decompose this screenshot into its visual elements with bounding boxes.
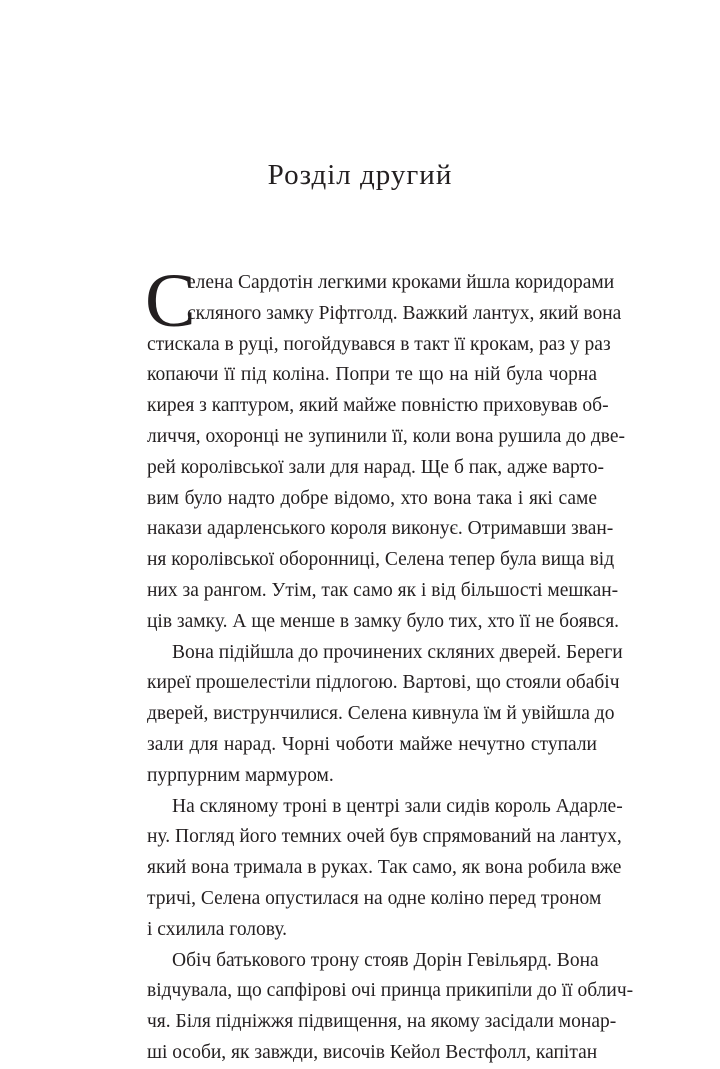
text-line: який вона тримала в руках. Так само, як вона робила вже <box>147 857 622 879</box>
paragraph-3 <box>147 792 623 946</box>
paragraph-1 <box>145 259 626 638</box>
text-line: і схилила голову. <box>147 918 288 940</box>
text-line: личчя, охоронці не зупинили її, коли вона рушила до две- <box>147 425 626 447</box>
text-line: тричі, Селена опустилася на одне коліно перед троном <box>147 887 602 909</box>
text-line: ня королівської оборонниці, Селена тепер була вища від <box>147 549 615 571</box>
text-line: елена Сардотін легкими кроками йшла коридорами <box>187 272 615 293</box>
text-line: пурпурним мармуром. <box>147 764 334 786</box>
drop-cap: С <box>145 259 196 343</box>
text-line: ців замку. А ще менше в замку було тих, хто її не боявся. <box>147 610 620 632</box>
text-line: кирея з каптуром, який майже повністю приховував об- <box>147 395 609 417</box>
paragraph-4 <box>147 946 634 1069</box>
text-line: відчувала, що сапфірові очі принца прикипіли до її облич- <box>147 980 634 1002</box>
text-line: дверей, виструнчилися. Селена кивнула їм й увійшла до <box>147 703 615 725</box>
text-line: ну. Погляд його темних очей був спрямований на лантух, <box>147 826 622 848</box>
text-line: киреї прошелестіли підлогою. Вартові, що стояли обабіч <box>147 672 620 694</box>
body-text <box>145 259 634 1069</box>
text-line: копаючи її під коліна. Попри те що на ній була чорна <box>147 364 597 386</box>
text-line: зали для нарад. Чорні чоботи майже нечутно ступали <box>147 733 597 755</box>
chapter-title: Розділ другий <box>267 159 453 191</box>
text-line: ші особи, як завжди, височів Кейол Вестфолл, капітан <box>147 1041 598 1063</box>
text-line: На скляному троні в центрі зали сидів король Адарле- <box>172 795 623 817</box>
text-line: них за рангом. Утім, так само як і від більшості мешкан- <box>147 579 619 601</box>
paragraph-2 <box>147 638 623 792</box>
text-line: накази адарленського короля виконує. Отримавши зван- <box>147 518 614 540</box>
text-line: чя. Біля підніжжя підвищення, на якому засідали монар- <box>147 1011 617 1033</box>
text-line: Вона підійшла до прочинених скляних дверей. Береги <box>172 641 623 663</box>
text-line: рей королівської зали для нарад. Ще б пак, адже варто- <box>147 456 604 478</box>
text-line: вим було надто добре відомо, хто вона така і які саме <box>147 487 597 509</box>
text-line: Обіч батькового трону стояв Дорін Гевільярд. Вона <box>172 949 599 971</box>
text-line: стискала в руці, погойдувався в такт її крокам, раз у раз <box>147 333 611 355</box>
text-line: скляного замку Ріфтголд. Важкий лантух, який вона <box>187 302 622 324</box>
